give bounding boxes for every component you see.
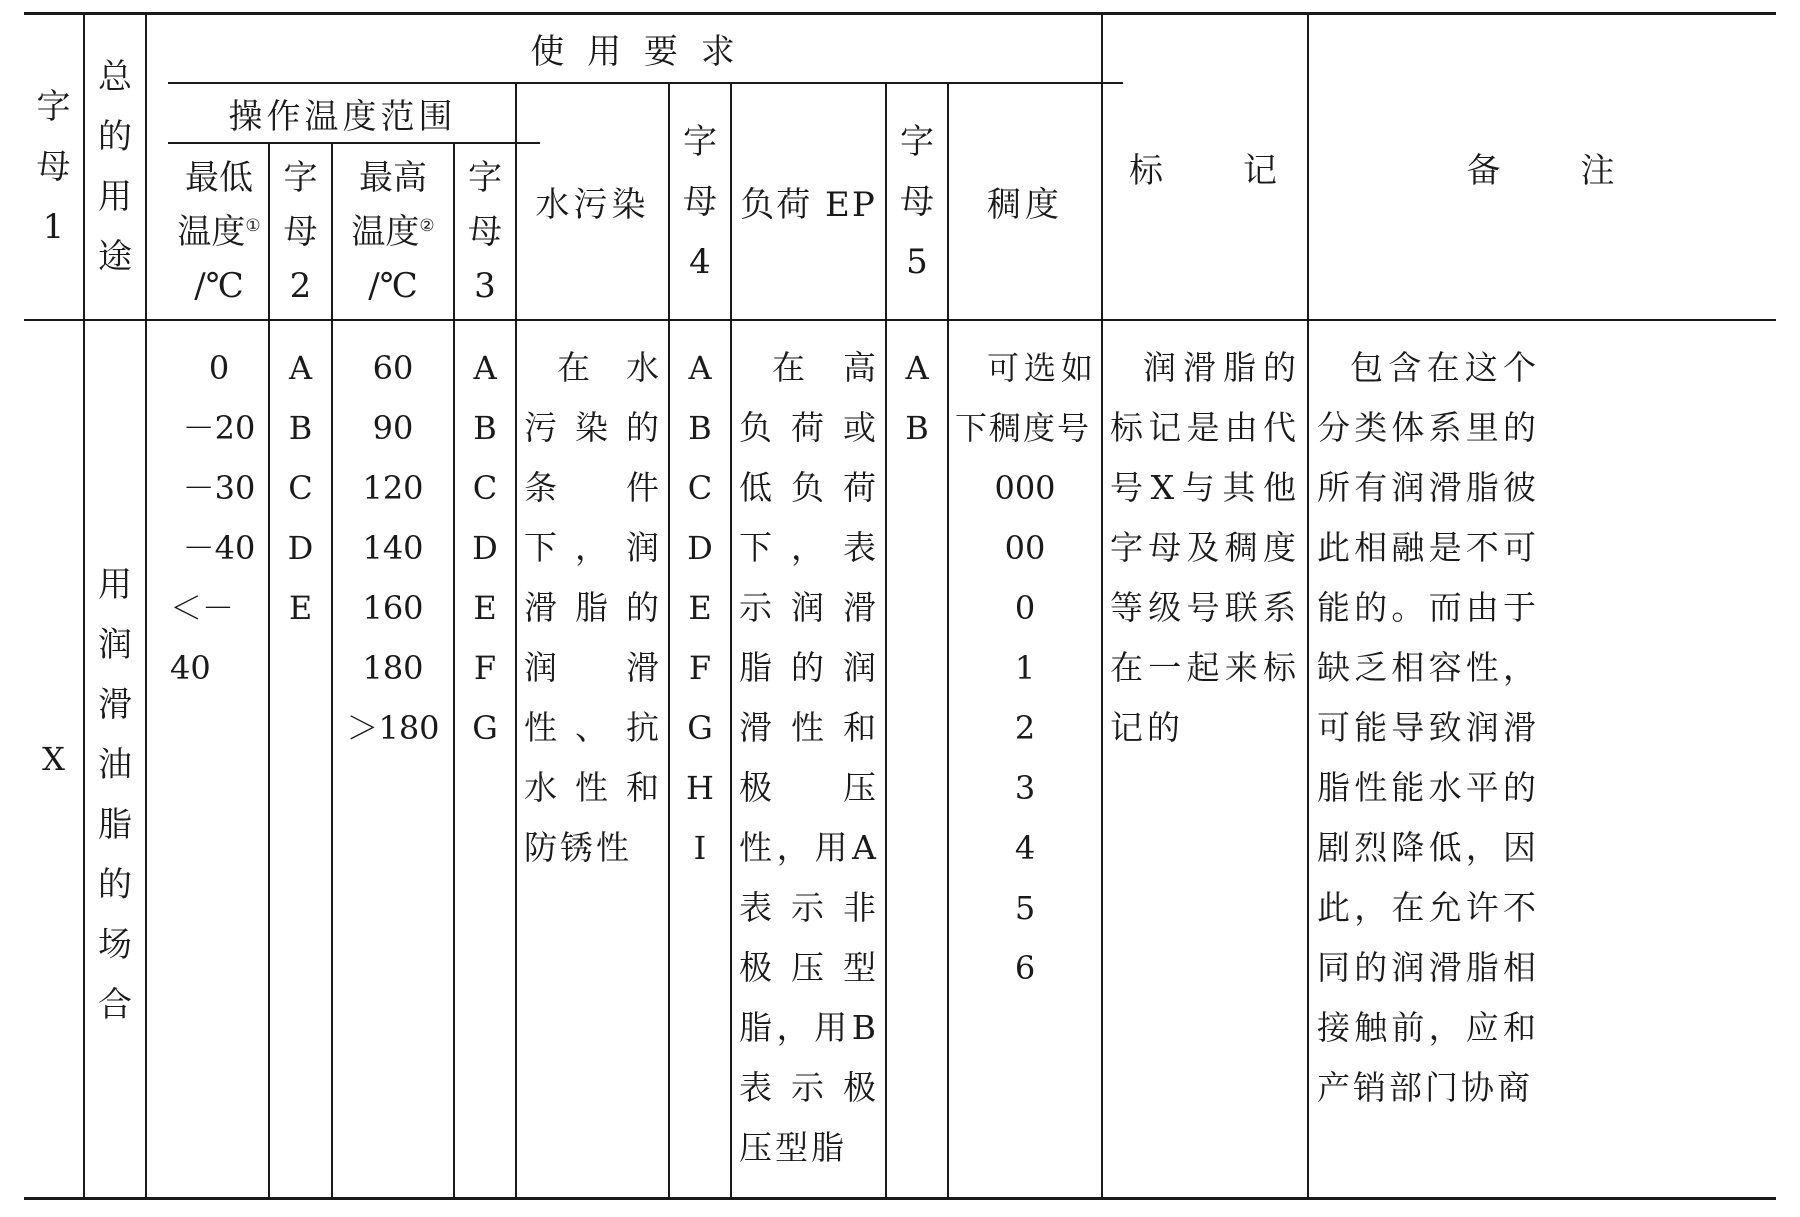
- list-item: B: [688, 409, 712, 447]
- list-item: E: [473, 589, 497, 627]
- list-item: F: [473, 649, 497, 687]
- list-item: 180: [362, 649, 424, 687]
- list-item: C: [687, 469, 713, 507]
- list-item: 60: [372, 349, 414, 387]
- table-bottom-rule: [24, 1197, 1776, 1200]
- list-item: 160: [362, 589, 424, 627]
- letter5-list: [887, 338, 947, 458]
- list-item: C: [288, 469, 313, 507]
- row-letter1-value: X: [42, 740, 65, 778]
- list-item: ＜－40: [170, 589, 235, 687]
- list-item: B: [905, 409, 929, 447]
- list-item: 5: [1014, 889, 1036, 927]
- header-general-use: 总 的 用 途: [98, 57, 132, 277]
- list-item: 3: [1014, 769, 1036, 807]
- header-op-temp-range: 操作温度范围: [228, 96, 457, 137]
- header-min-temp: 最低 温度① /℃: [177, 157, 261, 306]
- header-remark: 备 注: [1466, 150, 1619, 191]
- max-temp-list: [333, 338, 453, 758]
- list-item: F: [688, 649, 712, 687]
- list-item: H: [686, 769, 714, 807]
- list-item: ＞180: [346, 709, 440, 747]
- list-item: A: [288, 349, 313, 387]
- header-usage-requirements: 使 用 要 求: [530, 32, 741, 72]
- list-item: 2: [1014, 709, 1036, 747]
- list-item: 4: [1014, 829, 1036, 867]
- list-item: D: [472, 529, 498, 567]
- list-item: 140: [362, 529, 424, 567]
- header-letter5: 字 母 5: [900, 121, 934, 282]
- list-item: B: [288, 409, 313, 447]
- consistency-intro: 可选如下稠度号: [955, 349, 1095, 447]
- list-item: A: [905, 349, 929, 387]
- remark-text: 包含在这个分类体系里的所有润滑脂彼此相融是不可能的。而由于缺乏相容性，可能导致润滑脂性能水平的剧烈降低，因此，在允许不同的润滑脂相接触前，应和产销部门协商: [1317, 348, 1539, 1107]
- header-max-temp: 最高 温度② /℃: [351, 157, 435, 306]
- list-item: I: [693, 829, 707, 867]
- list-item: D: [687, 529, 713, 567]
- list-item: G: [687, 709, 713, 747]
- list-item: 6: [1014, 949, 1036, 987]
- load-ep-text: 在高负荷或低负荷下，表示润滑脂的润滑性和极压性，用A表示非极压型脂，用B表示极压型脂: [739, 348, 879, 1167]
- header-letter4: 字 母 4: [683, 121, 717, 282]
- list-item: E: [288, 589, 313, 627]
- min-temp-list: [170, 338, 268, 698]
- list-item: －30: [182, 469, 256, 507]
- header-letter3: 字 母 3: [468, 157, 502, 306]
- list-item: 1: [1014, 649, 1036, 687]
- list-item: D: [287, 529, 314, 567]
- letter3-list: [455, 338, 515, 758]
- header-letter1: 字 母 1: [36, 87, 71, 247]
- list-item: 000: [994, 469, 1056, 507]
- list-item: 120: [362, 469, 424, 507]
- list-item: A: [688, 349, 712, 387]
- list-item: C: [472, 469, 498, 507]
- letter4-list: [670, 338, 730, 878]
- list-item: B: [473, 409, 497, 447]
- list-item: 0: [208, 349, 230, 387]
- list-item: E: [688, 589, 712, 627]
- header-consistency: 稠度: [987, 185, 1063, 225]
- list-item: 0: [1014, 589, 1036, 627]
- consistency-grade-list: [949, 458, 1101, 998]
- list-item: A: [473, 349, 497, 387]
- col-divider: [145, 12, 147, 1200]
- grease-classification-table: [24, 12, 1776, 1200]
- letter2-list: [270, 338, 331, 638]
- header-bottom-rule: [24, 319, 1776, 321]
- list-item: 00: [1004, 529, 1046, 567]
- list-item: －40: [182, 529, 256, 567]
- row-general-use: 用 润 滑 油 脂 的 场 合: [98, 565, 132, 1025]
- mark-text: 润滑脂的标记是由代号X与其他字母及稠度等级号联系在一起来标记的: [1110, 348, 1300, 747]
- header-mark: 标 记: [1129, 150, 1281, 191]
- header-water-pollution: 水污染: [535, 185, 650, 225]
- header-load-ep: 负荷 EP: [740, 185, 877, 225]
- list-item: －20: [182, 409, 256, 447]
- header-letter2: 字 母 2: [283, 157, 318, 306]
- list-item: G: [472, 709, 498, 747]
- water-pollution-text: 在水污染的条件下，润滑脂的润滑性、抗水性和防锈性: [524, 348, 662, 867]
- list-item: 90: [372, 409, 414, 447]
